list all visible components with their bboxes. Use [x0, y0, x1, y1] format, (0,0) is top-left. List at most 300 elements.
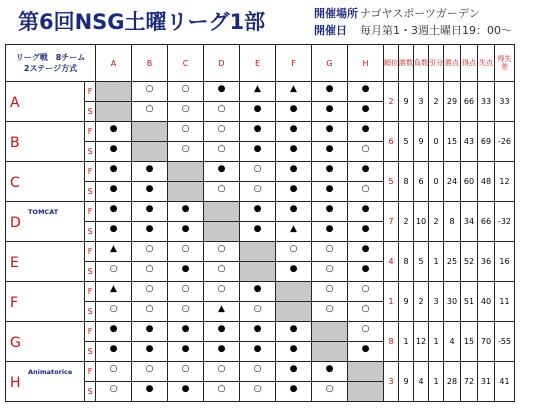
match-mark: [132, 384, 167, 399]
result-symbol: ●: [217, 84, 226, 94]
match-result-cell: [168, 342, 204, 362]
stat-6: 40: [478, 282, 495, 322]
match-result-cell: [276, 102, 312, 122]
match-result-cell: [132, 262, 168, 282]
result-symbol: ○: [181, 104, 190, 114]
result-symbol: ○: [109, 304, 118, 314]
stat-header: [384, 45, 399, 82]
match-mark: [96, 124, 131, 139]
match-result-cell: [168, 282, 204, 302]
stat-0: 5: [384, 162, 399, 202]
result-symbol: ●: [253, 284, 262, 294]
stat-3: 2: [429, 202, 444, 242]
match-result-cell: [204, 342, 240, 362]
match-mark: [348, 144, 383, 159]
match-mark: [240, 384, 275, 399]
stat-3: 1: [429, 322, 444, 362]
stat-6: 31: [478, 362, 495, 402]
stat-2: 12: [414, 322, 429, 362]
match-mark: [96, 184, 131, 199]
self-match-cell: [348, 362, 384, 382]
match-mark: [348, 84, 383, 99]
match-mark: [204, 124, 239, 139]
self-match-cell: [96, 102, 132, 122]
match-result-cell: [96, 342, 132, 362]
match-result-cell: [240, 182, 276, 202]
match-result-cell: [204, 302, 240, 322]
result-symbol: ○: [361, 324, 370, 334]
stat-0: 1: [384, 282, 399, 322]
match-mark: [204, 364, 239, 379]
match-mark: [168, 84, 203, 99]
result-symbol: ●: [289, 204, 298, 214]
match-result-cell: [348, 82, 384, 102]
stat-5: 60: [461, 162, 478, 202]
match-mark: [312, 384, 347, 399]
match-result-cell: [132, 362, 168, 382]
match-mark: [204, 324, 239, 339]
result-symbol: ●: [253, 124, 262, 134]
date-value: 毎月第1・3週土曜日19：00〜: [360, 24, 512, 37]
result-symbol: ○: [253, 384, 262, 394]
stat-header-label: 引分: [429, 59, 443, 67]
match-mark: [132, 204, 167, 219]
team-letter: C: [10, 175, 20, 191]
match-mark: [168, 344, 203, 359]
self-match-cell: [168, 182, 204, 202]
match-result-cell: [240, 82, 276, 102]
stat-header: [429, 45, 444, 82]
match-result-cell: [276, 142, 312, 162]
stat-6: 66: [478, 202, 495, 242]
stat-7: -32: [495, 202, 515, 242]
match-result-cell: [348, 222, 384, 242]
stat-2: 6: [414, 162, 429, 202]
stat-6: 33: [478, 82, 495, 122]
match-result-cell: [240, 102, 276, 122]
match-result-cell: [312, 362, 348, 382]
match-result-cell: [204, 122, 240, 142]
match-result-cell: [96, 282, 132, 302]
match-mark: [168, 144, 203, 159]
stage-label: S: [85, 302, 96, 322]
league-format-line2: 2ステージ方式: [23, 64, 78, 73]
team-row-f-f: [6, 282, 515, 302]
self-match-cell: [240, 242, 276, 262]
match-result-cell: [96, 142, 132, 162]
match-mark: [276, 344, 311, 359]
stat-header-label: 勝数: [399, 59, 413, 67]
result-symbol: ●: [325, 204, 334, 214]
match-mark: [240, 124, 275, 139]
match-result-cell: [312, 162, 348, 182]
match-mark: [168, 104, 203, 119]
stat-3: 3: [429, 282, 444, 322]
match-result-cell: [204, 242, 240, 262]
match-mark: [276, 164, 311, 179]
match-mark: [312, 284, 347, 299]
match-mark: [240, 284, 275, 299]
match-result-cell: [96, 122, 132, 142]
match-mark: [276, 144, 311, 159]
match-result-cell: [204, 82, 240, 102]
match-result-cell: [240, 362, 276, 382]
team-cell: [6, 162, 85, 202]
match-result-cell: [132, 162, 168, 182]
result-symbol: ○: [181, 124, 190, 134]
team-row-a-f: [6, 82, 515, 102]
stat-0: 4: [384, 242, 399, 282]
team-name: TOMCAT: [28, 208, 59, 216]
match-mark: [96, 244, 131, 259]
match-result-cell: [276, 362, 312, 382]
match-result-cell: [132, 382, 168, 402]
match-mark: [276, 84, 311, 99]
match-result-cell: [168, 382, 204, 402]
match-mark: [276, 124, 311, 139]
match-mark: [132, 184, 167, 199]
result-symbol: ▲: [254, 84, 261, 94]
team-cell: [6, 322, 85, 362]
result-symbol: ○: [217, 124, 226, 134]
self-match-cell: [132, 122, 168, 142]
stage-label: F: [85, 202, 96, 222]
match-mark: [348, 284, 383, 299]
match-mark: [204, 184, 239, 199]
stat-2: 5: [414, 242, 429, 282]
result-symbol: ●: [361, 204, 370, 214]
match-mark: [312, 104, 347, 119]
venue-info: [314, 5, 512, 39]
column-header-f: F: [276, 45, 312, 82]
match-mark: [276, 104, 311, 119]
match-result-cell: [168, 102, 204, 122]
stat-2: 4: [414, 362, 429, 402]
stat-6: 70: [478, 322, 495, 362]
result-symbol: ●: [145, 224, 154, 234]
stat-0: 6: [384, 122, 399, 162]
result-symbol: ○: [325, 284, 334, 294]
result-symbol: ●: [289, 344, 298, 354]
match-mark: [312, 304, 347, 319]
match-mark: [240, 144, 275, 159]
result-symbol: ○: [109, 264, 118, 274]
result-symbol: ●: [145, 324, 154, 334]
match-mark: [168, 384, 203, 399]
match-result-cell: [168, 242, 204, 262]
result-symbol: ●: [145, 384, 154, 394]
match-mark: [276, 224, 311, 239]
result-symbol: ●: [253, 324, 262, 334]
result-symbol: ●: [109, 144, 118, 154]
match-mark: [132, 304, 167, 319]
match-mark: [312, 84, 347, 99]
result-symbol: ○: [217, 184, 226, 194]
match-mark: [348, 264, 383, 279]
self-match-cell: [312, 342, 348, 362]
result-symbol: ●: [217, 164, 226, 174]
stat-6: 36: [478, 242, 495, 282]
match-result-cell: [168, 142, 204, 162]
match-result-cell: [276, 82, 312, 102]
match-result-cell: [204, 282, 240, 302]
match-mark: [276, 384, 311, 399]
match-result-cell: [312, 142, 348, 162]
stat-header: [399, 45, 414, 82]
result-symbol: ●: [289, 264, 298, 274]
result-symbol: ○: [253, 184, 262, 194]
result-symbol: ●: [325, 84, 334, 94]
result-symbol: ●: [361, 104, 370, 114]
result-symbol: ●: [361, 244, 370, 254]
match-result-cell: [312, 382, 348, 402]
place-label: 開催場所: [314, 7, 358, 20]
team-cell: [6, 82, 85, 122]
match-mark: [204, 164, 239, 179]
match-mark: [276, 264, 311, 279]
stat-1: 1: [399, 322, 414, 362]
stat-2: 10: [414, 202, 429, 242]
stat-header: [444, 45, 461, 82]
result-symbol: ●: [145, 164, 154, 174]
match-result-cell: [240, 122, 276, 142]
result-symbol: ●: [325, 164, 334, 174]
stage-label: S: [85, 102, 96, 122]
stat-header: [495, 45, 515, 82]
result-symbol: ○: [109, 364, 118, 374]
self-match-cell: [204, 202, 240, 222]
result-symbol: ○: [109, 384, 118, 394]
result-symbol: ●: [109, 344, 118, 354]
match-result-cell: [132, 342, 168, 362]
result-symbol: ○: [361, 284, 370, 294]
match-result-cell: [348, 322, 384, 342]
match-result-cell: [204, 322, 240, 342]
match-mark: [240, 164, 275, 179]
match-mark: [312, 124, 347, 139]
stat-0: 7: [384, 202, 399, 242]
match-result-cell: [96, 382, 132, 402]
match-result-cell: [276, 382, 312, 402]
stat-header: [478, 45, 495, 82]
league-format-line1: リーグ戦 8チーム: [15, 53, 86, 62]
match-mark: [348, 344, 383, 359]
stat-2: 9: [414, 122, 429, 162]
stat-4: 29: [444, 82, 461, 122]
self-match-cell: [276, 282, 312, 302]
match-mark: [96, 304, 131, 319]
match-result-cell: [312, 102, 348, 122]
match-result-cell: [240, 382, 276, 402]
team-letter: F: [10, 295, 19, 311]
match-mark: [348, 224, 383, 239]
match-result-cell: [96, 262, 132, 282]
team-letter: H: [10, 375, 21, 391]
result-symbol: ●: [325, 224, 334, 234]
match-result-cell: [204, 162, 240, 182]
result-symbol: ▲: [218, 304, 225, 314]
result-symbol: ○: [325, 384, 334, 394]
result-symbol: ○: [181, 244, 190, 254]
match-mark: [168, 124, 203, 139]
match-result-cell: [204, 142, 240, 162]
stat-header-label: 順位: [384, 59, 398, 67]
match-mark: [240, 364, 275, 379]
match-mark: [132, 224, 167, 239]
match-mark: [312, 264, 347, 279]
match-result-cell: [348, 282, 384, 302]
match-result-cell: [312, 82, 348, 102]
result-symbol: ○: [181, 364, 190, 374]
column-header-d: D: [204, 45, 240, 82]
match-mark: [348, 184, 383, 199]
match-result-cell: [348, 102, 384, 122]
match-result-cell: [276, 162, 312, 182]
match-result-cell: [276, 202, 312, 222]
stat-4: 25: [444, 242, 461, 282]
stat-6: 69: [478, 122, 495, 162]
result-symbol: ○: [145, 364, 154, 374]
match-mark: [348, 304, 383, 319]
match-mark: [276, 244, 311, 259]
match-result-cell: [168, 262, 204, 282]
result-symbol: ●: [109, 184, 118, 194]
result-symbol: ●: [289, 384, 298, 394]
result-symbol: ▲: [110, 284, 117, 294]
team-letter: G: [10, 335, 21, 351]
place-value: ナゴヤスポーツガーデン: [360, 7, 480, 20]
match-mark: [132, 244, 167, 259]
result-symbol: ○: [361, 184, 370, 194]
team-cell: [6, 122, 85, 162]
stat-0: 8: [384, 322, 399, 362]
match-mark: [312, 144, 347, 159]
match-mark: [168, 264, 203, 279]
result-symbol: ●: [361, 264, 370, 274]
stat-7: 11: [495, 282, 515, 322]
result-symbol: ○: [145, 104, 154, 114]
result-symbol: ●: [217, 324, 226, 334]
stat-7: 41: [495, 362, 515, 402]
match-mark: [204, 244, 239, 259]
match-mark: [168, 304, 203, 319]
result-symbol: ○: [217, 264, 226, 274]
page-title: 第6回NSG土曜リーグ1部: [18, 10, 266, 34]
team-letter: D: [10, 215, 21, 231]
self-match-cell: [240, 262, 276, 282]
self-match-cell: [168, 162, 204, 182]
match-mark: [96, 324, 131, 339]
result-symbol: ○: [145, 304, 154, 314]
stat-header: [461, 45, 478, 82]
match-mark: [240, 324, 275, 339]
result-symbol: ▲: [290, 84, 297, 94]
result-symbol: ●: [253, 224, 262, 234]
result-symbol: ●: [109, 164, 118, 174]
date-label: 開催日: [314, 24, 347, 37]
match-result-cell: [240, 322, 276, 342]
match-result-cell: [276, 262, 312, 282]
match-mark: [168, 364, 203, 379]
stat-5: 52: [461, 242, 478, 282]
match-mark: [96, 224, 131, 239]
match-result-cell: [204, 362, 240, 382]
stat-5: 51: [461, 282, 478, 322]
result-symbol: ●: [361, 344, 370, 354]
match-result-cell: [240, 282, 276, 302]
match-mark: [276, 204, 311, 219]
match-result-cell: [168, 362, 204, 382]
match-mark: [312, 224, 347, 239]
result-symbol: ●: [181, 324, 190, 334]
match-mark: [240, 84, 275, 99]
result-symbol: ●: [109, 204, 118, 214]
stat-1: 2: [399, 202, 414, 242]
match-mark: [204, 104, 239, 119]
result-symbol: ●: [361, 84, 370, 94]
stat-6: 48: [478, 162, 495, 202]
team-cell: [6, 202, 85, 242]
result-symbol: ●: [289, 364, 298, 374]
stat-4: 8: [444, 202, 461, 242]
stat-3: 1: [429, 362, 444, 402]
result-symbol: ○: [145, 244, 154, 254]
team-letter: B: [10, 135, 20, 151]
self-match-cell: [276, 302, 312, 322]
match-result-cell: [96, 302, 132, 322]
result-symbol: ○: [145, 264, 154, 274]
self-match-cell: [132, 142, 168, 162]
team-name: Animatorice: [28, 368, 73, 376]
match-result-cell: [312, 202, 348, 222]
match-result-cell: [96, 162, 132, 182]
stage-label: F: [85, 242, 96, 262]
result-symbol: ●: [253, 104, 262, 114]
match-result-cell: [348, 202, 384, 222]
self-match-cell: [204, 222, 240, 242]
match-mark: [132, 364, 167, 379]
match-mark: [204, 84, 239, 99]
result-symbol: ○: [181, 144, 190, 154]
stat-4: 4: [444, 322, 461, 362]
stat-header-label: 勝点: [445, 59, 459, 67]
match-mark: [348, 244, 383, 259]
stat-5: 15: [461, 322, 478, 362]
stat-header: [414, 45, 429, 82]
match-mark: [240, 104, 275, 119]
stat-header-label: 失点: [479, 59, 493, 67]
match-result-cell: [348, 242, 384, 262]
match-result-cell: [168, 322, 204, 342]
match-result-cell: [276, 222, 312, 242]
match-mark: [312, 204, 347, 219]
stage-label: F: [85, 162, 96, 182]
result-symbol: ●: [181, 264, 190, 274]
match-mark: [96, 264, 131, 279]
match-result-cell: [168, 222, 204, 242]
match-mark: [240, 344, 275, 359]
match-result-cell: [240, 222, 276, 242]
team-row-b-f: [6, 122, 515, 142]
match-mark: [96, 384, 131, 399]
result-symbol: ○: [217, 364, 226, 374]
result-symbol: ●: [289, 124, 298, 134]
match-result-cell: [132, 82, 168, 102]
stat-header-label: 得点: [462, 59, 476, 67]
match-result-cell: [96, 242, 132, 262]
match-result-cell: [204, 382, 240, 402]
result-symbol: ●: [109, 124, 118, 134]
